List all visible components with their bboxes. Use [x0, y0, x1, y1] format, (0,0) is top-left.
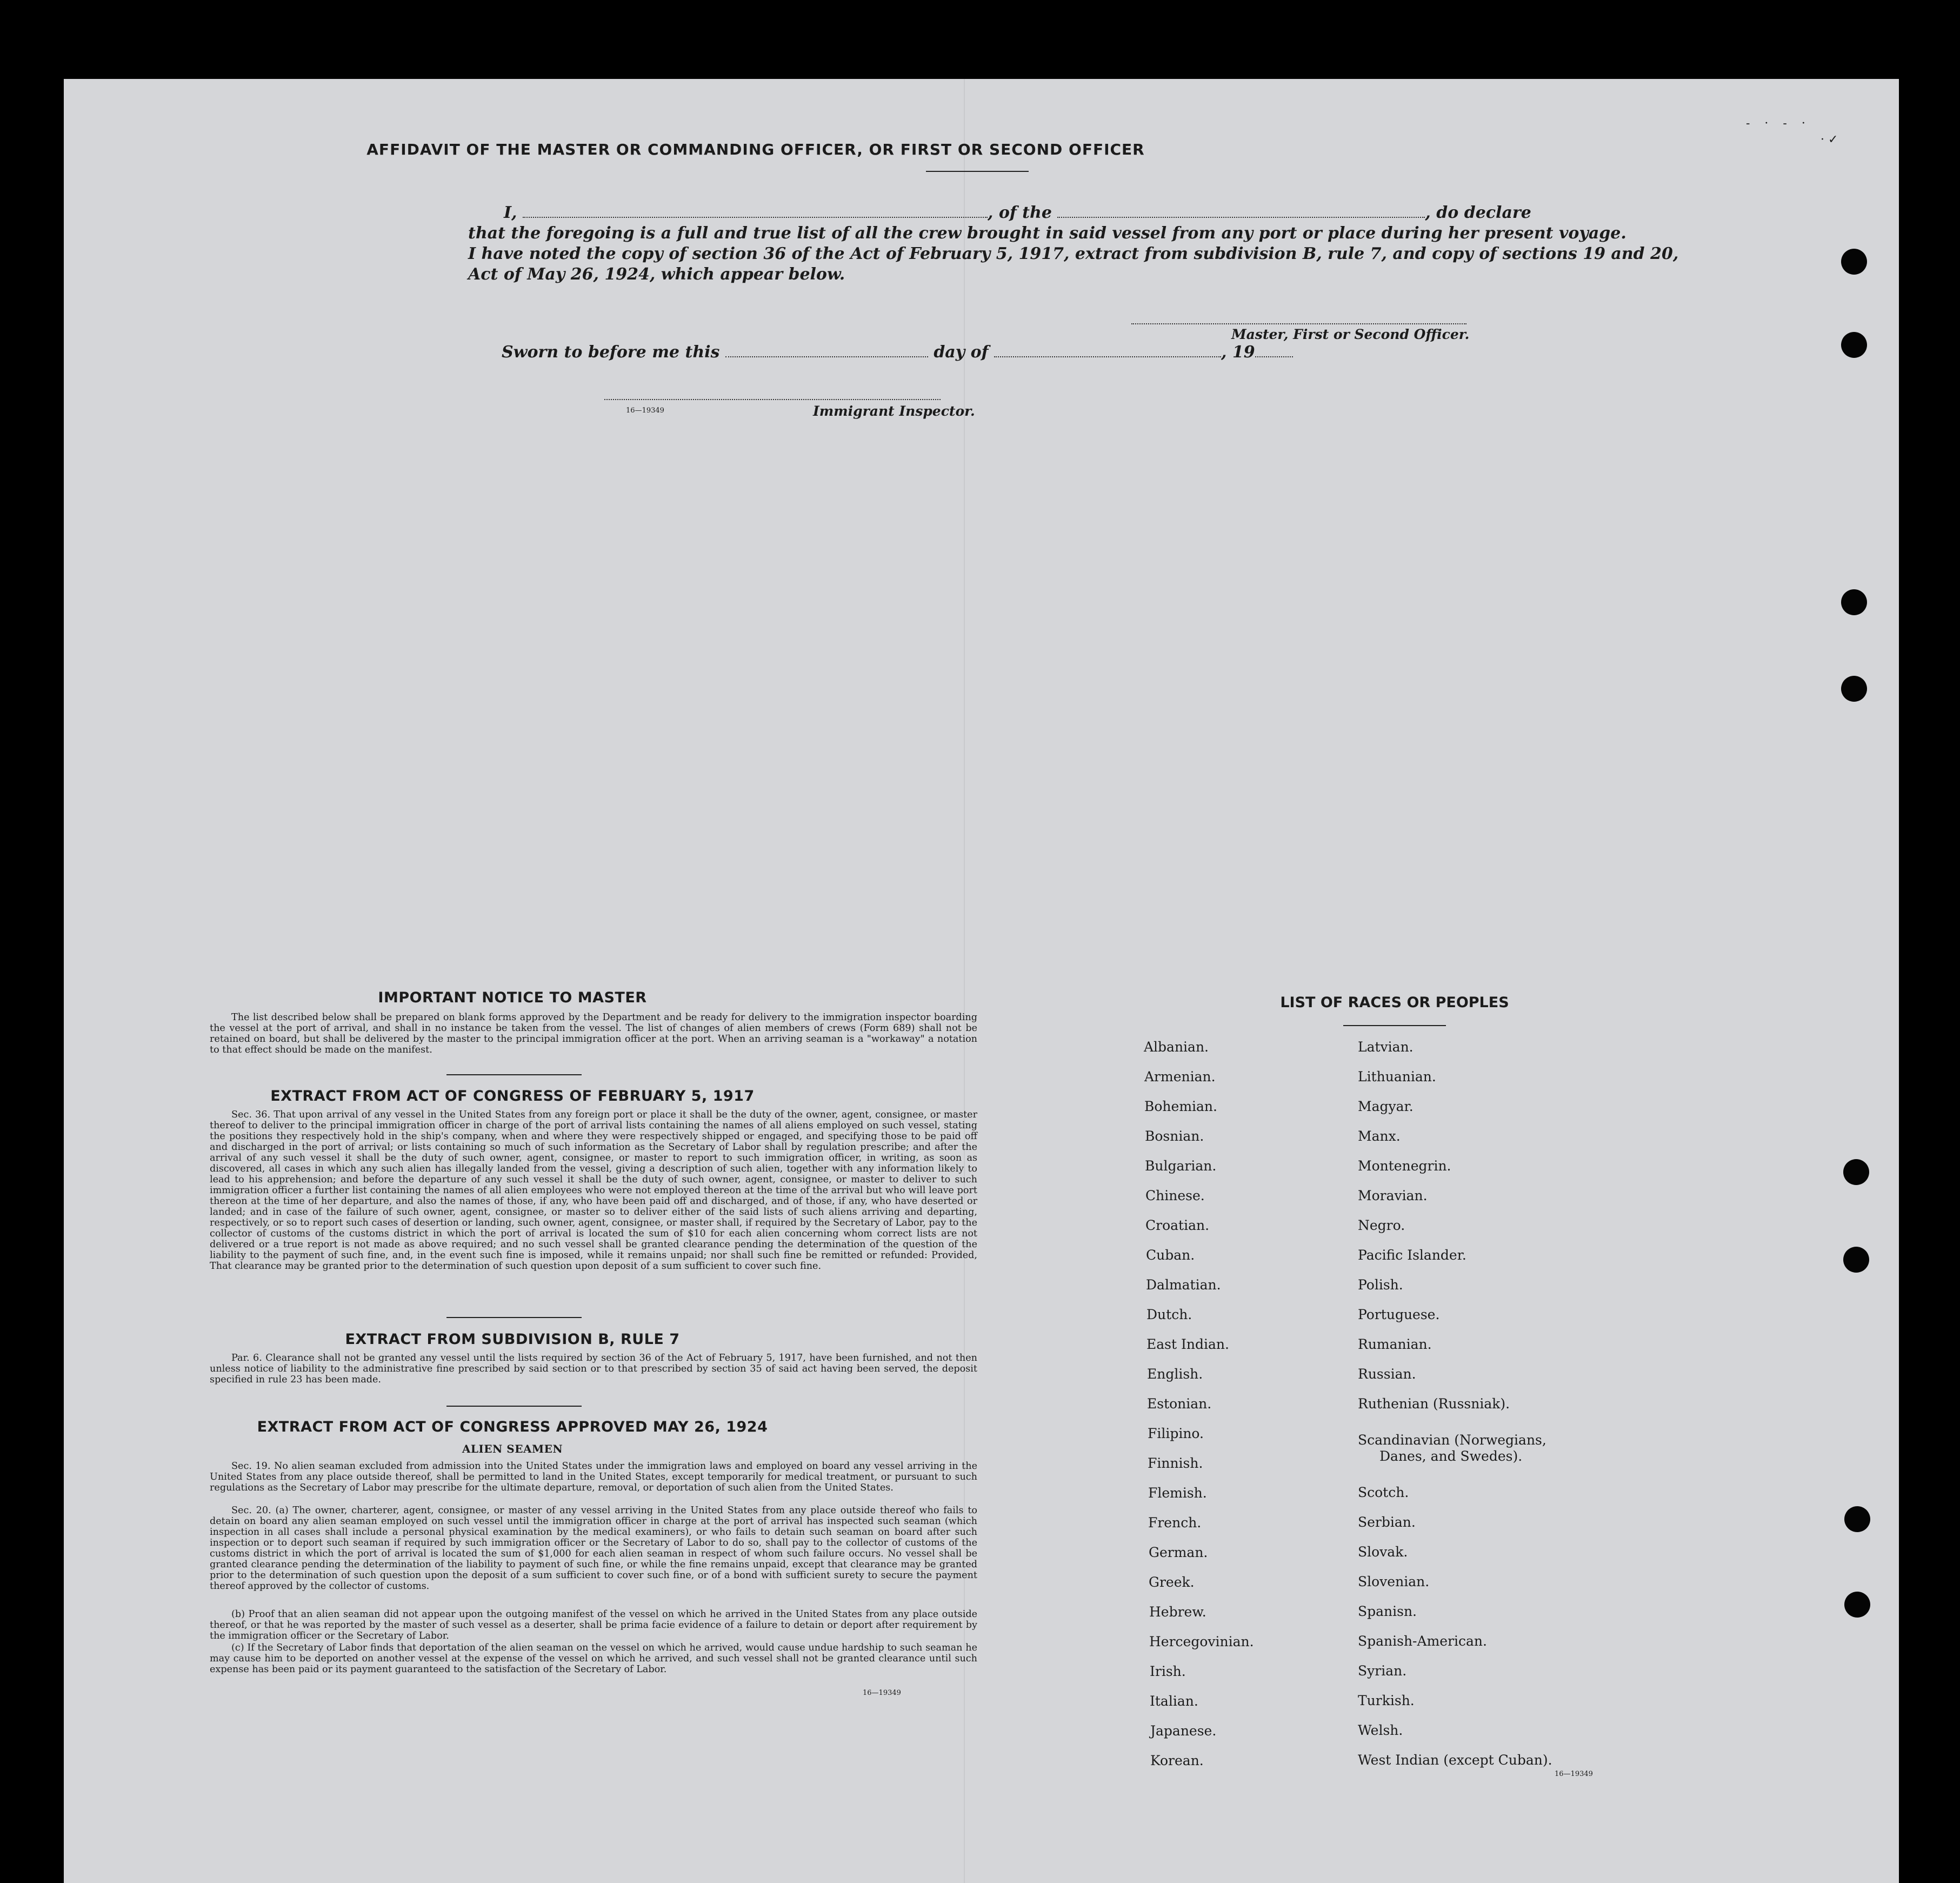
race-item: Croatian.	[1145, 1217, 1210, 1233]
race-item: Lithuanian.	[1358, 1069, 1436, 1084]
race-item: West Indian (except Cuban).	[1358, 1752, 1552, 1768]
race-item: Dutch.	[1146, 1307, 1192, 1322]
affidavit-line-1	[504, 203, 1531, 222]
race-item: Bosnian.	[1145, 1128, 1204, 1144]
vessel-blank[interactable]	[1057, 216, 1425, 218]
alien-seamen-heading: ALIEN SEAMEN	[462, 1442, 563, 1455]
divider-2	[446, 1317, 582, 1318]
month-blank[interactable]	[994, 355, 1221, 357]
form-number-top: 16—19349	[626, 407, 664, 415]
affidavit-i: I,	[504, 203, 517, 222]
extract-1917-title: EXTRACT FROM ACT OF CONGRESS OF FEBRUARY 5, 1917	[270, 1088, 755, 1104]
punch-hole	[1843, 1159, 1869, 1185]
affidavit-of-the: , of the	[987, 203, 1052, 222]
punch-hole	[1841, 332, 1867, 358]
race-item: German.	[1149, 1545, 1208, 1560]
race-item: Ruthenian (Russniak).	[1358, 1396, 1510, 1412]
master-signature-line[interactable]	[1131, 322, 1466, 324]
race-item: Bulgarian.	[1145, 1158, 1217, 1174]
sworn-line	[502, 343, 1293, 362]
race-item: Manx.	[1358, 1128, 1401, 1144]
day-of-text: day of	[934, 343, 989, 362]
affidavit-line-2: that the foregoing is a full and true list of all the crew brought in said vessel from any port or place during her present voyage.	[468, 224, 1626, 243]
race-item: Cuban.	[1146, 1247, 1195, 1263]
divider-3	[446, 1406, 582, 1407]
race-item: Latvian.	[1358, 1039, 1414, 1055]
year-prefix: , 19	[1221, 343, 1255, 362]
punch-hole	[1841, 249, 1867, 275]
races-title: LIST OF RACES OR PEOPLES	[1280, 994, 1509, 1011]
notice-body: The list described below shall be prepared on blank forms approved by the Department and be ready for delivery to the immigration inspector boarding the vessel at the port of arrival, and shall in no instance be taken from the vessel. The list of changes of alien members of crews (Form 689) shall not be retained on board, but shall be delivered by the master to the principal immigration officer at the port. When an arriving seaman is a "workaway" a notation to that effect should be made on the manifest.	[210, 1012, 977, 1055]
year-blank[interactable]	[1255, 355, 1293, 357]
race-item: Syrian.	[1358, 1663, 1407, 1679]
punch-hole	[1843, 1247, 1869, 1273]
extract-1924-title: EXTRACT FROM ACT OF CONGRESS APPROVED MAY 26, 1924	[257, 1419, 768, 1435]
races-underline	[1343, 1025, 1446, 1026]
race-item: Portuguese.	[1358, 1307, 1440, 1322]
race-item: Turkish.	[1358, 1693, 1415, 1708]
race-item: Flemish.	[1148, 1485, 1207, 1501]
punch-hole	[1844, 1592, 1870, 1618]
race-item: Rumanian.	[1358, 1336, 1432, 1352]
notice-title: IMPORTANT NOTICE TO MASTER	[378, 989, 647, 1006]
race-item: Moravian.	[1358, 1188, 1428, 1203]
race-item: Montenegrin.	[1358, 1158, 1451, 1174]
race-item: Slovenian.	[1358, 1574, 1430, 1589]
inspector-label: Immigrant Inspector.	[813, 403, 975, 419]
extract-1917-body: Sec. 36. That upon arrival of any vessel in the United States from any foreign port or place it shall be the duty of the owner, agent, consignee, or master thereof to deliver to the principal immigration officer in charge of the port of arrival lists containing the names of all aliens employed on such vessel, stating the positions they respectively hold in the ship's company, when and where they were respectively shipped or engaged, and specifying those to be paid off and discharged in the port of arrival; or lists containing so much of such information as the Secretary of Labor shall by regulation prescribe; and after the arrival of any such vessel it shall be the duty of such owner, agent, consignee, or master to report to such immigration officer, in writing, as soon as discovered, all cases in which any such alien has illegally landed from the vessel, giving a description of such alien, together with any information likely to lead to his apprehension; and before the departure of any such vessel it shall be the duty of such owner, agent, consignee, or master to deliver to such immigration officer a further list containing the names of all alien employees who were not employed thereon at the time of the arrival but who will leave port thereon at the time of her departure, and also the names of those, if any, who have been paid off and discharged, and of those, if any, who have deserted or landed; and in case of the failure of such owner, agent, consignee, or master so to deliver either of the said lists of such aliens arriving and departing, respectively, or so to report such cases of desertion or landing, such owner, agent, consignee, or master shall, if required by the Secretary of Labor, pay to the collector of customs of the customs district in which the port of arrival is located the sum of $10 for each alien concerning whom correct lists are not delivered or a true report is not made as above required; and no such vessel shall be granted clearance pending the determination of the question of the liability to the payment of such fine, and, in the event such fine is imposed, while it remains unpaid; nor shall such fine be remitted or refunded: Provided, That clearance may be granted prior to the determination of such question upon deposit of a sum sufficient to cover such fine.	[210, 1109, 977, 1272]
race-item: Finnish.	[1148, 1455, 1203, 1471]
race-item: Pacific Islander.	[1358, 1247, 1466, 1263]
race-item: Bohemian.	[1144, 1099, 1217, 1114]
sec-20c-body: (c) If the Secretary of Labor finds that deportation of the alien seaman on the vessel on which he arrived, would cause undue hardship to such seaman he may cause him to be deported on another vessel at the expense of the vessel on which he arrived, and such vessel shall not be granted clearance until such expense has been paid or its payment guaranteed to the satisfaction of the Secretary of Labor.	[210, 1642, 977, 1675]
form-number-right: 16—19349	[1555, 1770, 1593, 1778]
race-item: Negro.	[1358, 1217, 1405, 1233]
sec-19-body: Sec. 19. No alien seaman excluded from admission into the United States under the immigration laws and employed on board any vessel arriving in the United States from any place outside thereof, shall be permitted to land in the United States, except temporarily for medical treatment, or pursuant to such regulations as the Secretary of Labor may prescribe for the ultimate departure, removal, or deportation of such alien from the United States.	[210, 1461, 977, 1493]
race-item: English.	[1147, 1366, 1203, 1382]
affidavit-line-3: I have noted the copy of section 36 of the Act of February 5, 1917, extract from subdivision B, rule 7, and copy of sections 19 and 20,	[468, 244, 1679, 263]
extract-rule7-body: Par. 6. Clearance shall not be granted any vessel until the lists required by section 36 of the Act of February 5, 1917, have been furnished, and not then unless notice of liability to the administrative fine prescribed by said section or to that prescribed by section 35 of said act having been served, the deposit specified in rule 23 has been made.	[210, 1353, 977, 1385]
title-underline	[926, 171, 1029, 172]
race-item: Estonian.	[1147, 1396, 1212, 1412]
race-item: Filipino.	[1148, 1426, 1204, 1441]
name-blank[interactable]	[523, 216, 988, 218]
master-signature-label: Master, First or Second Officer.	[1231, 327, 1470, 342]
race-item: Armenian.	[1144, 1069, 1216, 1084]
punch-hole	[1841, 676, 1867, 702]
race-item: Scandinavian (Norwegians,	[1358, 1432, 1546, 1448]
race-item: East Indian.	[1146, 1336, 1229, 1352]
punch-hole	[1841, 589, 1867, 615]
race-item: Hercegovinian.	[1149, 1634, 1254, 1649]
race-item: French.	[1148, 1515, 1202, 1531]
scan-mark: - · - ·	[1746, 117, 1811, 130]
scan-mark: · ✓	[1821, 133, 1838, 147]
race-item: Magyar.	[1358, 1099, 1414, 1114]
race-item: Spanish-American.	[1358, 1633, 1487, 1649]
race-item: Albanian.	[1144, 1039, 1209, 1055]
race-item: Greek.	[1149, 1574, 1195, 1590]
race-item: Korean.	[1150, 1753, 1204, 1768]
race-item: Irish.	[1150, 1664, 1186, 1679]
race-item: Japanese.	[1150, 1723, 1217, 1739]
punch-hole	[1844, 1506, 1870, 1532]
race-item: Welsh.	[1358, 1722, 1403, 1738]
race-item: Hebrew.	[1149, 1604, 1206, 1620]
race-item: Dalmatian.	[1146, 1277, 1221, 1293]
sec-20b-body: (b) Proof that an alien seaman did not appear upon the outgoing manifest of the vessel on which he arrived in the United States from any place outside thereof, or that he was reported by the master of such vessel as a deserter, shall be prima facie evidence of a failure to detain or deport after requirement by the immigration officer or the Secretary of Labor.	[210, 1609, 977, 1641]
race-item: Scotch.	[1358, 1485, 1409, 1500]
affidavit-line-4: Act of May 26, 1924, which appear below.	[468, 265, 845, 284]
race-item: Serbian.	[1358, 1514, 1416, 1530]
race-item: Chinese.	[1145, 1188, 1205, 1203]
affidavit-title: AFFIDAVIT OF THE MASTER OR COMMANDING OFFICER, OR FIRST OR SECOND OFFICER	[366, 141, 1145, 158]
sworn-text: Sworn to before me this	[502, 343, 720, 362]
race-item: Russian.	[1358, 1366, 1416, 1382]
race-item: Italian.	[1150, 1693, 1198, 1709]
form-page	[64, 79, 1899, 1883]
race-item: Spanisn.	[1358, 1603, 1417, 1619]
inspector-signature-line[interactable]	[604, 398, 941, 400]
affidavit-do-declare: , do declare	[1425, 203, 1531, 222]
day-blank[interactable]	[725, 355, 928, 357]
sec-20a-body: Sec. 20. (a) The owner, charterer, agent, consignee, or master of any vessel arriving in the United States from any place outside thereof who fails to detain on board any alien seaman employed on such vessel until the immigration officer in charge at the port of arrival has inspected such seaman (which inspection in all cases shall include a personal physical examination by the medical examiners), or who fails to detain such seaman on board after such inspection or to deport such seaman if required by such immigration officer or the Secretary of Labor to do so, shall pay to the collector of customs of the customs district in which the port of arrival is located the sum of $1,000 for each alien seaman in respect of whom such failure occurs. No vessel shall be granted clearance pending the determination of the liability to payment of such fine, or while the fine remains unpaid, except that clearance may be granted prior to the determination of such question upon the deposit of a sum sufficient to cover such fine, or of a bond with sufficient surety to secure the payment thereof approved by the collector of customs.	[210, 1505, 977, 1592]
race-item: Slovak.	[1358, 1544, 1408, 1560]
form-number-left: 16—19349	[863, 1689, 901, 1697]
divider-1	[446, 1074, 582, 1075]
race-item: Danes, and Swedes).	[1379, 1448, 1523, 1464]
race-item: Polish.	[1358, 1277, 1403, 1293]
extract-rule7-title: EXTRACT FROM SUBDIVISION B, RULE 7	[345, 1331, 680, 1348]
